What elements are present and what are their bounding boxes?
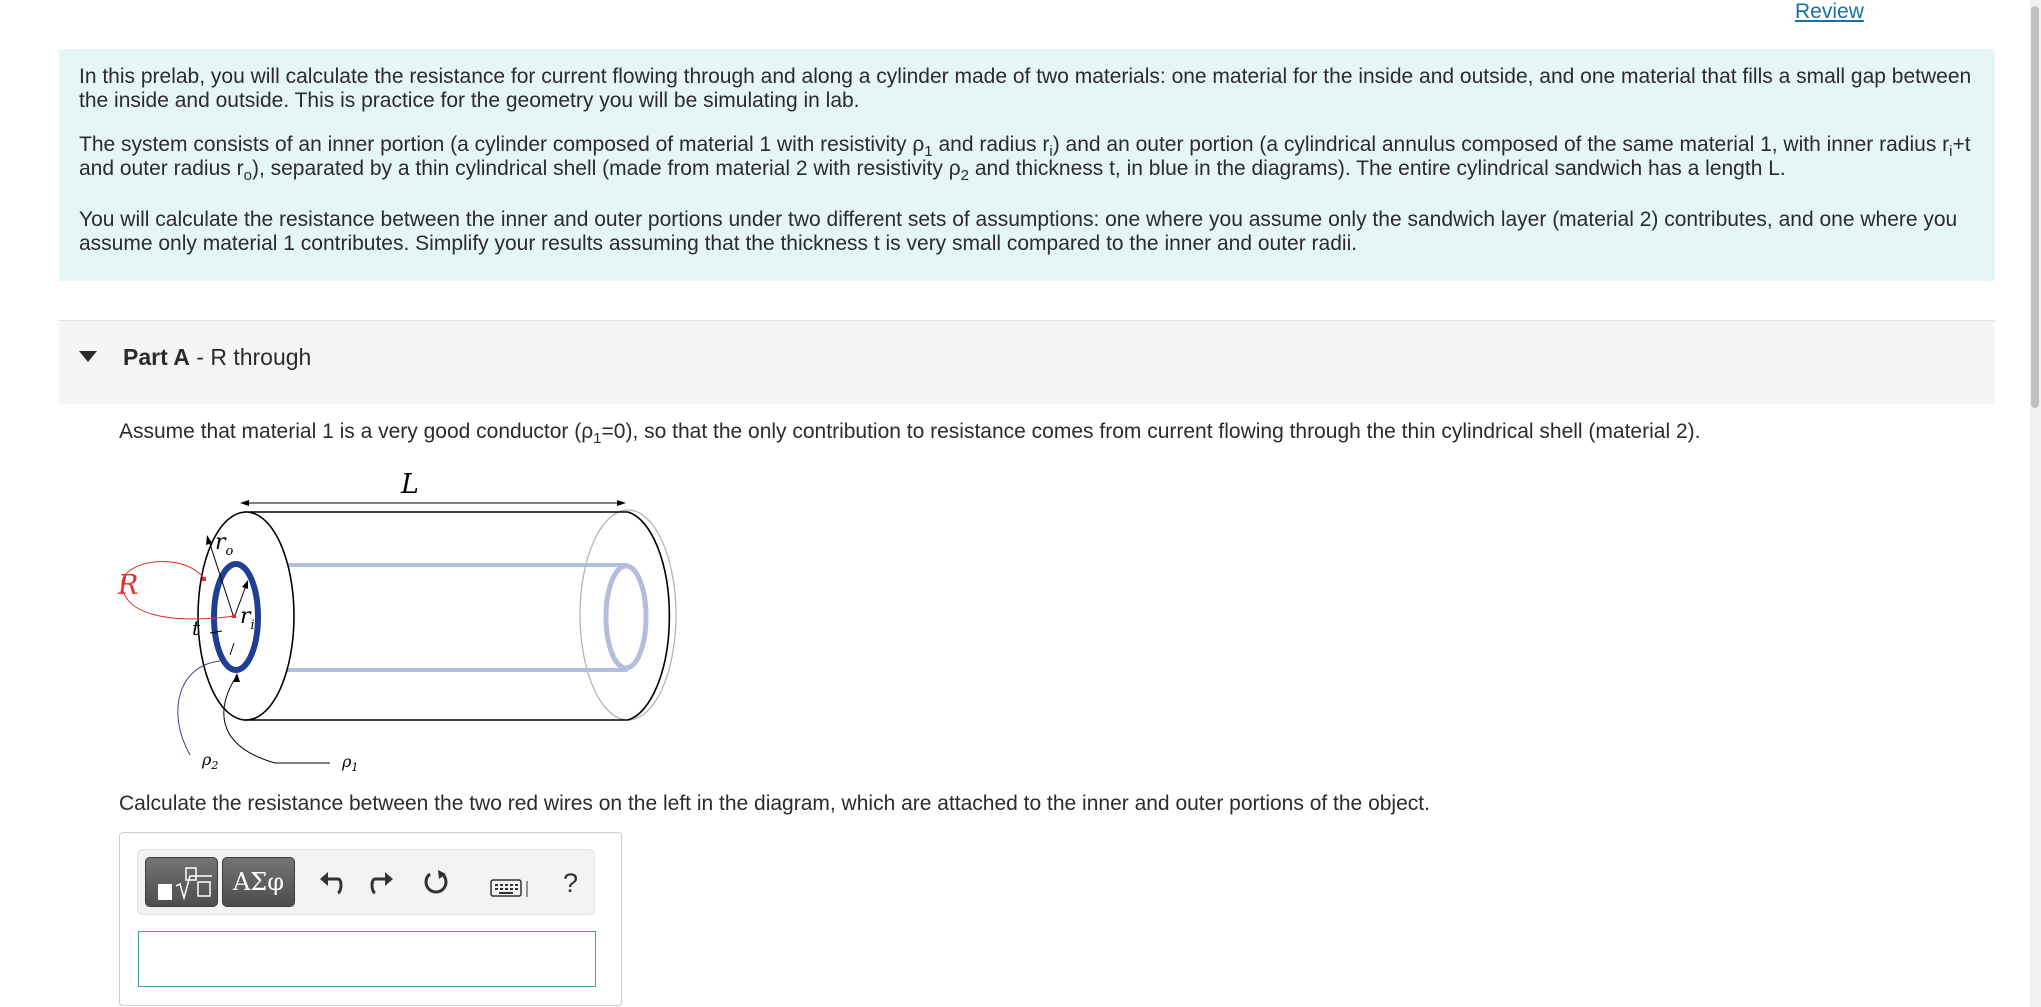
keyboard-icon[interactable] xyxy=(490,870,530,906)
review-link[interactable]: Review xyxy=(1795,0,1864,23)
collapse-caret-icon[interactable] xyxy=(79,351,97,362)
intro-paragraph-2: The system consists of an inner portion (a cylinder composed of material 1 with resistivity $\rho_1$ and radius $r_i$) and an outer portion (a cylindrical annulus composed of the same material 1, with inner radius $r_i+t$ and outer radius $r_o$), separated by a thin cylindrical shell (made from material 2 with resistivity $\rho_2$ and thickness t, in blue in the diagrams). The entire cylindrical sandwich has a length L. xyxy=(79,133,1971,184)
intro-paragraph-3: You will calculate the resistance between the inner and outer portions under two different sets of assumptions: one where you assume only the sandwich layer (material 2) contributes, and one where you assume only material 1 contributes. Simplify your results assuming that the thickness t is very small compared to the inner and outer radii. xyxy=(79,208,1958,255)
question-text: Assume that material 1 is a very good conductor $(\rho_1=0)$, so that the only contribution to resistance comes from current flowing through the thin cylindrical shell (material 2). xyxy=(119,420,1701,447)
part-title: Part A - R through xyxy=(123,344,312,370)
length-arrow-right-head xyxy=(617,500,626,506)
label-ri: $r_i$ xyxy=(240,604,255,633)
math-toolbar xyxy=(137,849,595,915)
help-button[interactable]: ? xyxy=(563,868,579,898)
intro-paragraph-1: In this prelab, you will calculate the resistance for current flowing through and along a cylinder made of two materials: one material for the inside and outside, and one material that fills a small gap between the inside and outside. This is practice for the geometry you will be simulating in lab. xyxy=(79,65,1972,112)
templates-button[interactable] xyxy=(145,857,218,907)
part-a-header[interactable] xyxy=(59,320,1995,404)
calculate-instruction: Calculate the resistance between the two red wires on the left in the diagram, which are attached to the inner and outer portions of the object. xyxy=(119,792,1430,815)
redo-icon[interactable] xyxy=(367,865,397,901)
cylinder-diagram xyxy=(110,465,690,780)
scrollbar-thumb[interactable] xyxy=(2031,6,2039,408)
label-R: R xyxy=(118,570,139,601)
undo-icon[interactable] xyxy=(316,865,346,901)
answer-input[interactable] xyxy=(138,931,596,987)
templates-icon xyxy=(146,858,219,908)
label-ro: $r_o$ xyxy=(215,530,234,559)
part-label: Part A xyxy=(123,344,190,370)
far-shell-ellipse xyxy=(606,566,646,668)
length-arrow-left-head xyxy=(240,500,249,506)
reset-icon[interactable] xyxy=(421,865,451,901)
far-end-ellipse xyxy=(580,510,676,720)
part-name: R through xyxy=(210,344,312,370)
answer-box xyxy=(119,832,622,1006)
label-t: t xyxy=(192,616,201,640)
label-rho1: $\rho_1$ xyxy=(342,752,359,774)
label-L: L xyxy=(401,469,419,500)
label-rho2: $\rho_2$ xyxy=(202,750,219,772)
intro-panel xyxy=(59,49,1995,281)
symbols-button[interactable]: ΑΣφ xyxy=(222,857,295,907)
